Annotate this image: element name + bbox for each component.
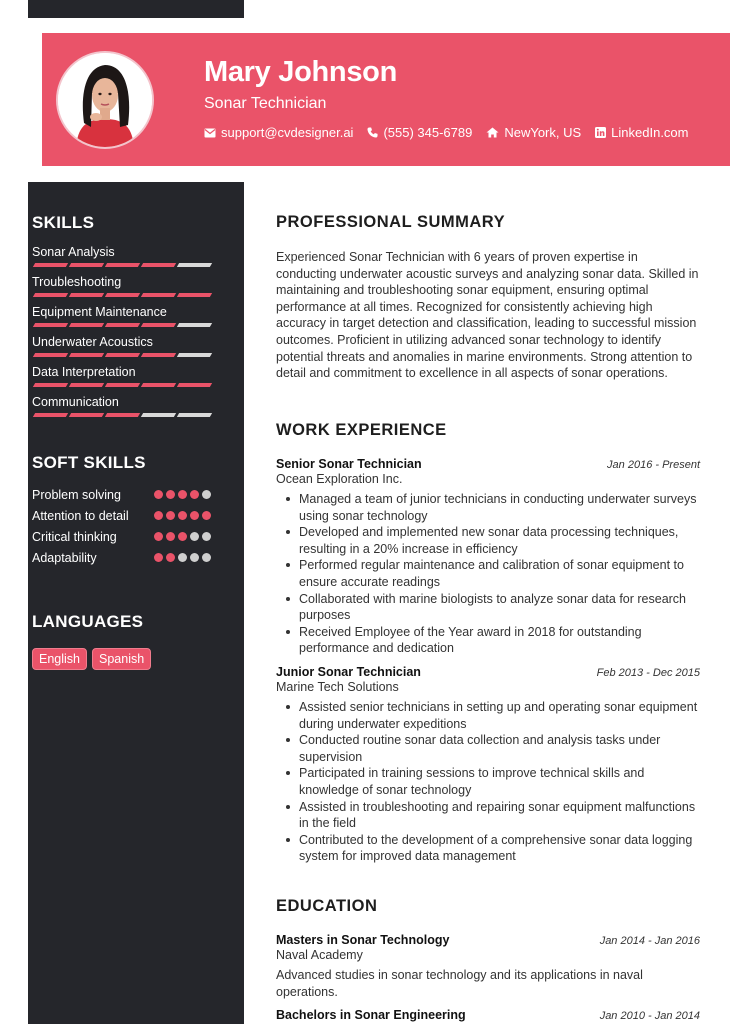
- languages-section: [32, 612, 222, 670]
- contact-phone[interactable]: [367, 125, 472, 140]
- skill-row: [32, 365, 222, 395]
- language-tags: [32, 648, 222, 670]
- skill-label: Underwater Acoustics: [32, 335, 153, 349]
- rating-dot: [166, 553, 175, 562]
- rating-dot: [202, 490, 211, 499]
- language-tag: Spanish: [92, 648, 151, 670]
- rating-dot: [178, 511, 187, 520]
- rating-dot: [166, 511, 175, 520]
- soft-skills-section: [32, 453, 222, 571]
- skill-row: [32, 305, 222, 335]
- skill-row: [32, 335, 222, 365]
- soft-skill-row: [32, 529, 222, 545]
- skill-level-bar: [32, 413, 212, 417]
- skill-label: Equipment Maintenance: [32, 305, 167, 319]
- skill-level-segment: [33, 413, 68, 417]
- candidate-name: Mary Johnson: [204, 56, 397, 88]
- rating-dot: [154, 532, 163, 541]
- phone-icon: [367, 127, 378, 138]
- skill-level-segment: [141, 413, 176, 417]
- skill-level-segment: [105, 383, 140, 387]
- soft-skill-rating: [154, 487, 211, 499]
- job-dates: Feb 2013 - Dec 2015: [596, 666, 700, 679]
- rating-dot: [190, 553, 199, 562]
- job-entry: [276, 665, 700, 865]
- contact-location-text: NewYork, US: [504, 125, 582, 140]
- skill-level-segment: [177, 323, 212, 327]
- list-item: Participated in training sessions to improve technical skills and knowledge of sonar technology: [276, 765, 700, 798]
- soft-skill-label: Adaptability: [32, 551, 97, 565]
- skill-level-segment: [177, 263, 212, 267]
- skill-level-segment: [177, 293, 212, 297]
- skill-level-segment: [33, 383, 68, 387]
- skills-list: [32, 245, 222, 425]
- rating-dot: [178, 553, 187, 562]
- rating-dot: [166, 490, 175, 499]
- list-item: Performed regular maintenance and calibration of sonar equipment to ensure accurate readings: [276, 557, 700, 590]
- list-item: Assisted in troubleshooting and repairing sonar equipment malfunctions in the field: [276, 799, 700, 832]
- soft-skills-list: [32, 487, 222, 566]
- language-tag: English: [32, 648, 87, 670]
- list-item: Collaborated with marine biologists to analyze sonar data for research purposes: [276, 591, 700, 624]
- skill-level-segment: [141, 293, 176, 297]
- skill-level-segment: [141, 353, 176, 357]
- skill-level-segment: [141, 383, 176, 387]
- soft-skill-row: [32, 487, 222, 503]
- education-heading: EDUCATION: [276, 897, 378, 915]
- list-item: Conducted routine sonar data collection and analysis tasks under supervision: [276, 732, 700, 765]
- skill-level-segment: [69, 293, 104, 297]
- summary-section: [276, 213, 700, 382]
- skill-label: Sonar Analysis: [32, 245, 115, 259]
- rating-dot: [202, 532, 211, 541]
- education-entry: [276, 1008, 700, 1022]
- job-bullets: [276, 491, 700, 657]
- rating-dot: [190, 532, 199, 541]
- degree-dates: Jan 2010 - Jan 2014: [599, 1010, 700, 1023]
- soft-skill-row: [32, 550, 222, 566]
- list-item: Received Employee of the Year award in 2018 for outstanding performance and dedication: [276, 624, 700, 657]
- job-entry: [276, 457, 700, 657]
- skill-label: Communication: [32, 395, 119, 409]
- skill-level-bar: [32, 263, 212, 267]
- list-item: Contributed to the development of a comprehensive sonar data logging system for improved data management: [276, 832, 700, 865]
- home-icon: [486, 127, 499, 138]
- contact-linkedin-text: LinkedIn.com: [611, 125, 689, 140]
- rating-dot: [154, 511, 163, 520]
- education-section: [276, 897, 700, 1022]
- envelope-icon: [204, 128, 216, 138]
- skill-row: [32, 395, 222, 425]
- skill-level-segment: [33, 263, 68, 267]
- job-title: Senior Sonar Technician: [276, 457, 422, 471]
- degree-title: Masters in Sonar Technology: [276, 933, 450, 947]
- skill-level-bar: [32, 353, 212, 357]
- degree-description: Advanced studies in sonar technology and its applications in naval operations.: [276, 968, 643, 999]
- summary-text: Experienced Sonar Technician with 6 years of proven expertise in conducting underwater acoustic surveys and analyzing sonar data. Skilled in maintaining and troubleshooting sonar equipment, ensuring optimal performance at all times. Recognized for consistently achieving high accuracy in target detection and classification, leading to successful mission outcomes. Proficient in utilizing advanced sonar technology to identify potential threats and anomalies in marine environments. Strong attention to detail and commitment to excellence in all aspects of sonar operations.: [276, 250, 699, 381]
- skill-level-segment: [177, 353, 212, 357]
- contact-list: [204, 125, 689, 140]
- degree-dates: Jan 2014 - Jan 2016: [599, 935, 700, 947]
- soft-skills-heading: SOFT SKILLS: [32, 453, 146, 472]
- rating-dot: [202, 511, 211, 520]
- skill-level-segment: [177, 413, 212, 417]
- list-item: Assisted senior technicians in setting up and operating sonar equipment during underwater expeditions: [276, 699, 700, 732]
- skill-level-segment: [69, 383, 104, 387]
- degree-title: Bachelors in Sonar Engineering: [276, 1008, 466, 1023]
- skill-level-segment: [105, 293, 140, 297]
- job-company: Ocean Exploration Inc.: [276, 472, 403, 486]
- contact-email[interactable]: [204, 125, 353, 140]
- rating-dot: [190, 490, 199, 499]
- skill-level-segment: [105, 263, 140, 267]
- skill-level-segment: [69, 263, 104, 267]
- contact-email-text: support@cvdesigner.ai: [221, 125, 354, 140]
- linkedin-icon: [595, 127, 606, 138]
- list-item: Developed and implemented new sonar data processing techniques, resulting in a 20% increase in efficiency: [276, 524, 700, 557]
- skill-level-segment: [141, 323, 176, 327]
- skill-level-segment: [69, 413, 104, 417]
- soft-skill-rating: [154, 550, 211, 562]
- contact-phone-text: (555) 345-6789: [383, 125, 473, 140]
- soft-skill-label: Attention to detail: [32, 509, 129, 523]
- skill-level-bar: [32, 323, 212, 327]
- skill-level-segment: [177, 383, 212, 387]
- soft-skill-label: Problem solving: [32, 488, 121, 502]
- rating-dot: [154, 553, 163, 562]
- skill-row: [32, 245, 222, 275]
- skill-level-segment: [33, 353, 68, 357]
- skill-label: Data Interpretation: [32, 365, 136, 379]
- skill-level-segment: [69, 323, 104, 327]
- skill-level-segment: [105, 323, 140, 327]
- job-bullets: [276, 699, 700, 865]
- soft-skill-rating: [154, 529, 211, 541]
- skill-row: [32, 275, 222, 305]
- skill-level-segment: [105, 413, 140, 417]
- skill-level-segment: [141, 263, 176, 267]
- skill-level-bar: [32, 293, 212, 297]
- skill-level-bar: [32, 383, 212, 387]
- skill-level-segment: [33, 293, 68, 297]
- job-company: Marine Tech Solutions: [276, 679, 399, 694]
- soft-skill-rating: [154, 508, 211, 520]
- avatar: [56, 51, 154, 149]
- education-entry: [276, 933, 700, 1000]
- school-name: Naval Academy: [276, 948, 363, 962]
- skill-level-segment: [69, 353, 104, 357]
- skill-level-segment: [33, 323, 68, 327]
- job-title: Junior Sonar Technician: [276, 664, 421, 679]
- rating-dot: [202, 553, 211, 562]
- soft-skill-row: [32, 508, 222, 524]
- experience-section: [276, 421, 700, 865]
- job-dates: Jan 2016 - Present: [607, 459, 700, 471]
- skill-label: Troubleshooting: [32, 275, 122, 289]
- list-item: Managed a team of junior technicians in conducting underwater surveys using sonar technology: [276, 491, 700, 524]
- summary-heading: PROFESSIONAL SUMMARY: [276, 213, 506, 231]
- experience-heading: WORK EXPERIENCE: [276, 421, 447, 439]
- rating-dot: [154, 490, 163, 499]
- rating-dot: [178, 532, 187, 541]
- skills-heading: SKILLS: [32, 213, 95, 232]
- candidate-title: Sonar Technician: [204, 95, 327, 112]
- skills-section: [32, 213, 222, 425]
- languages-heading: LANGUAGES: [32, 612, 144, 631]
- contact-linkedin[interactable]: [595, 125, 688, 140]
- rating-dot: [190, 511, 199, 520]
- rating-dot: [166, 532, 175, 541]
- skill-level-segment: [105, 353, 140, 357]
- contact-location: [486, 125, 581, 140]
- rating-dot: [178, 490, 187, 499]
- soft-skill-label: Critical thinking: [32, 530, 117, 544]
